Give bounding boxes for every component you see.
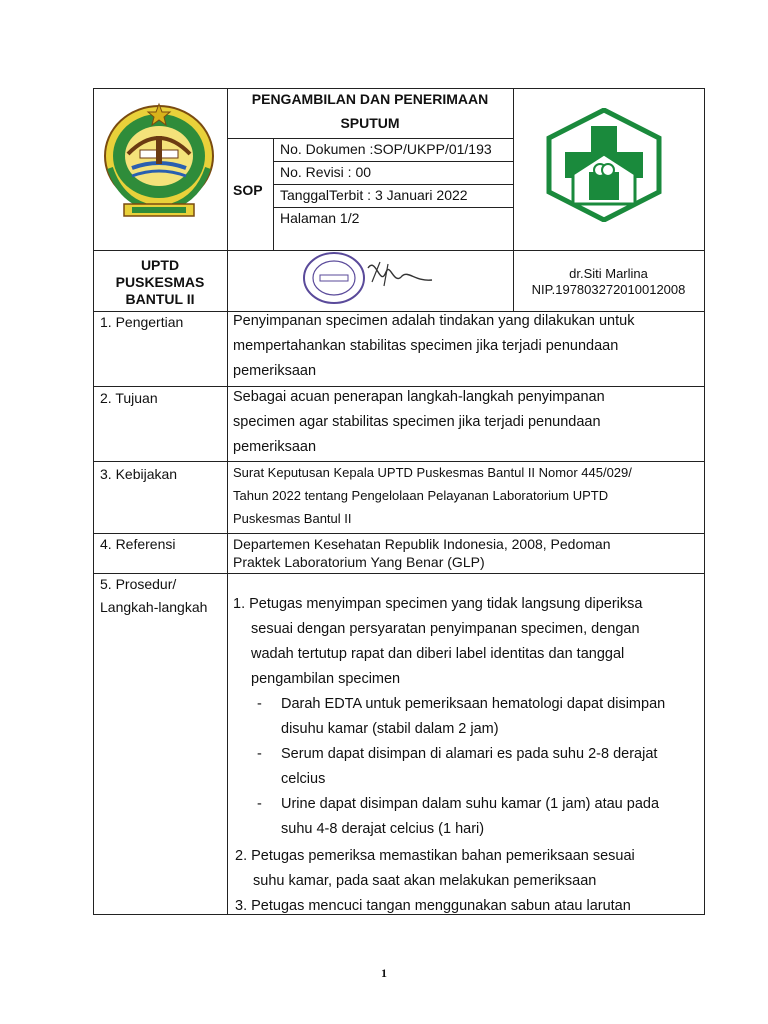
meta-rule-1 <box>273 161 513 162</box>
org-name-line1: UPTD <box>140 257 180 273</box>
row-divider-3 <box>93 533 704 534</box>
org-name-line2: PUSKESMAS <box>115 274 205 290</box>
pengertian-line-3: pemeriksaan <box>233 363 317 379</box>
title-bottom-rule <box>227 138 513 139</box>
prosedur-bullet-2-line-1: Serum dapat disimpan di alamari es pada suhu 2-8 derajat <box>281 746 658 762</box>
page-number: 1 <box>381 966 387 980</box>
prosedur-step-1-line-1: 1. Petugas menyimpan specimen yang tidak langsung diperiksa <box>233 596 643 612</box>
puskesmas-logo-icon <box>545 108 663 222</box>
prosedur-bullet-2-line-2: celcius <box>281 771 326 787</box>
prosedur-step-2-line-1: 2. Petugas pemeriksa memastikan bahan pemeriksaan sesuai <box>235 848 635 864</box>
kebijakan-line-3: Puskesmas Bantul II <box>233 511 352 526</box>
sop-column-divider <box>273 138 274 250</box>
table-top-border <box>93 88 704 89</box>
tujuan-line-3: pemeriksaan <box>233 439 317 455</box>
page-count: Halaman 1/2 <box>280 210 360 226</box>
pengertian-line-1: Penyimpanan specimen adalah tindakan yang dilakukan untuk <box>233 313 635 329</box>
row-divider-2 <box>93 461 704 462</box>
revision-number: No. Revisi : 00 <box>280 164 372 180</box>
prosedur-step-2-line-2: suhu kamar, pada saat akan melakukan pemeriksaan <box>253 873 597 889</box>
tujuan-line-2: specimen agar stabilitas specimen jika terjadi penundaan <box>233 414 601 430</box>
document-title-line1: PENGAMBILAN DAN PENERIMAAN <box>251 91 489 107</box>
meta-rule-2 <box>273 184 513 185</box>
label-column-divider <box>227 88 228 915</box>
pengertian-line-2: mempertahankan stabilitas specimen jika terjadi penundaan <box>233 338 619 354</box>
row-label-pengertian: 1. Pengertian <box>100 314 184 330</box>
regency-crest-icon <box>100 98 218 220</box>
row-divider-4 <box>93 573 704 574</box>
doc-number: No. Dokumen :SOP/UKPP/01/193 <box>280 141 492 157</box>
row-label-kebijakan: 3. Kebijakan <box>100 466 178 482</box>
referensi-line-2: Praktek Laboratorium Yang Benar (GLP) <box>233 554 485 570</box>
prosedur-step-1-line-4: pengambilan specimen <box>251 671 401 687</box>
referensi-line-1: Departemen Kesehatan Republik Indonesia, 2008, Pedoman <box>233 536 611 552</box>
row-label-tujuan: 2. Tujuan <box>100 390 158 406</box>
prosedur-bullet-3-line-1: Urine dapat disimpan dalam suhu kamar (1 jam) atau pada <box>281 796 660 812</box>
table-left-border <box>93 88 94 915</box>
prosedur-step-1-line-3: wadah tertutup rapat dan diberi label identitas dan tanggal <box>251 646 625 662</box>
bullet-dash-1: - <box>257 696 262 712</box>
org-name-line3: BANTUL II <box>125 291 195 307</box>
bullet-dash-2: - <box>257 746 262 762</box>
prosedur-bullet-3-line-2: suhu 4-8 derajat celcius (1 hari) <box>281 821 485 837</box>
kebijakan-line-1: Surat Keputusan Kepala UPTD Puskesmas Bantul II Nomor 445/029/ <box>233 465 632 480</box>
official-stamp-signature-icon <box>298 246 438 306</box>
tujuan-line-1: Sebagai acuan penerapan langkah-langkah penyimpanan <box>233 389 605 405</box>
issue-date: TanggalTerbit : 3 Januari 2022 <box>280 187 468 203</box>
prosedur-bullet-1-line-1: Darah EDTA untuk pemeriksaan hematologi dapat disimpan <box>281 696 666 712</box>
kebijakan-line-2: Tahun 2022 tentang Pengelolaan Pelayanan Laboratorium UPTD <box>233 488 609 503</box>
prosedur-step-3-line-1: 3. Petugas mencuci tangan menggunakan sabun atau larutan <box>235 898 631 914</box>
signer-nip: NIP.197803272010012008 <box>531 282 686 297</box>
bullet-dash-3: - <box>257 796 262 812</box>
signer-name: dr.Siti Marlina <box>569 266 648 281</box>
row-label-referensi: 4. Referensi <box>100 536 176 552</box>
meta-rule-3 <box>273 207 513 208</box>
sop-label: SOP <box>233 182 263 198</box>
prosedur-step-1-line-2: sesuai dengan persyaratan penyimpanan specimen, dengan <box>251 621 640 637</box>
row-label-prosedur-line1: 5. Prosedur/ <box>100 576 177 592</box>
table-right-border <box>704 88 705 915</box>
row-label-prosedur-line2: Langkah-langkah <box>100 599 208 615</box>
document-title-line2: SPUTUM <box>340 115 400 131</box>
prosedur-bullet-1-line-2: disuhu kamar (stabil dalam 2 jam) <box>281 721 499 737</box>
